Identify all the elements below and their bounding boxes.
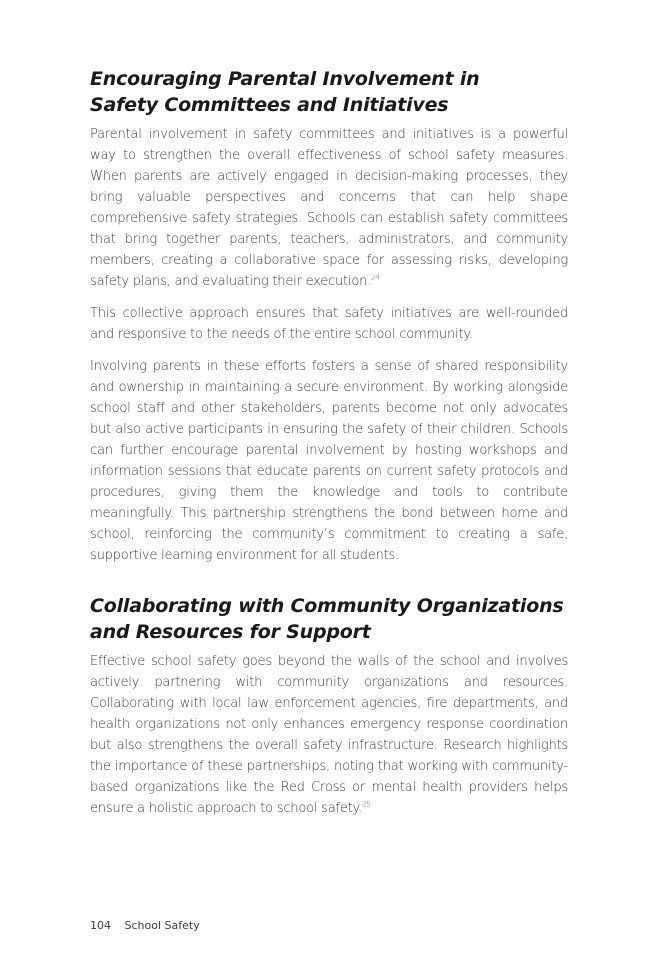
section-heading — [90, 66, 568, 118]
page-footer — [90, 919, 200, 932]
paragraph-text: Parental involvement in safety committees and initiatives is a powerful way to strengthen the overall effectiveness of school safety measures. When parents are actively engaged in decision-making processes, they bring valuable perspectives and concerns that can help shape comprehensive safety strategies. Schools can establish safety committees that bring together parents, teachers, administrators, and community members, creating a collaborative space for assessing risks, developing safety plans, and evaluating their execution. — [90, 127, 568, 289]
section-heading — [90, 593, 568, 645]
heading-line: and Resources for Support — [90, 621, 371, 643]
paragraph-text: This collective approach ensures that safety initiatives are well-rounded and responsive to the needs of the entire school community. — [90, 306, 568, 342]
section-parental-involvement — [90, 66, 568, 566]
paragraph-text: Effective school safety goes beyond the walls of the school and involves actively partnering with community organizations and resources. Collaborating with local law enforcement agencies, fire departments, and health organizations not only enhances emergency response coordination but also strengthens the overall safety infrastructure. Research highlights the importance of these partnerships, noting that working with community-based organizations like the Red Cross or mental health providers helps ensure a holistic approach to school safety. — [90, 654, 568, 816]
paragraph — [90, 651, 568, 819]
paragraph — [90, 124, 568, 292]
section-community-organizations — [90, 593, 568, 819]
page-content — [90, 66, 568, 830]
footnote-ref: 25 — [362, 800, 371, 809]
heading-line: Collaborating with Community Organizations — [90, 595, 564, 617]
page-number: 104 — [90, 919, 111, 932]
paragraph — [90, 303, 568, 345]
paragraph-text: Involving parents in these efforts fosters a sense of shared responsibility and ownership in maintaining a secure environment. By working alongside school staff and other stakeholders, parents become not only advocates but also active participants in ensuring the safety of their children. Schools can further encourage parental involvement by hosting workshops and information sessions that educate parents on current safety protocols and procedures, giving them the knowledge and tools to contribute meaningfully. This partnership strengthens the bond between home and school, reinforcing the community’s commitment to creating a safe, supportive learning environment for all students. — [90, 359, 568, 563]
heading-line: Encouraging Parental Involvement in — [90, 68, 480, 90]
running-title: School Safety — [124, 919, 200, 932]
heading-line: Safety Committees and Initiatives — [90, 94, 449, 116]
paragraph — [90, 356, 568, 566]
footnote-ref: 24 — [371, 273, 380, 282]
